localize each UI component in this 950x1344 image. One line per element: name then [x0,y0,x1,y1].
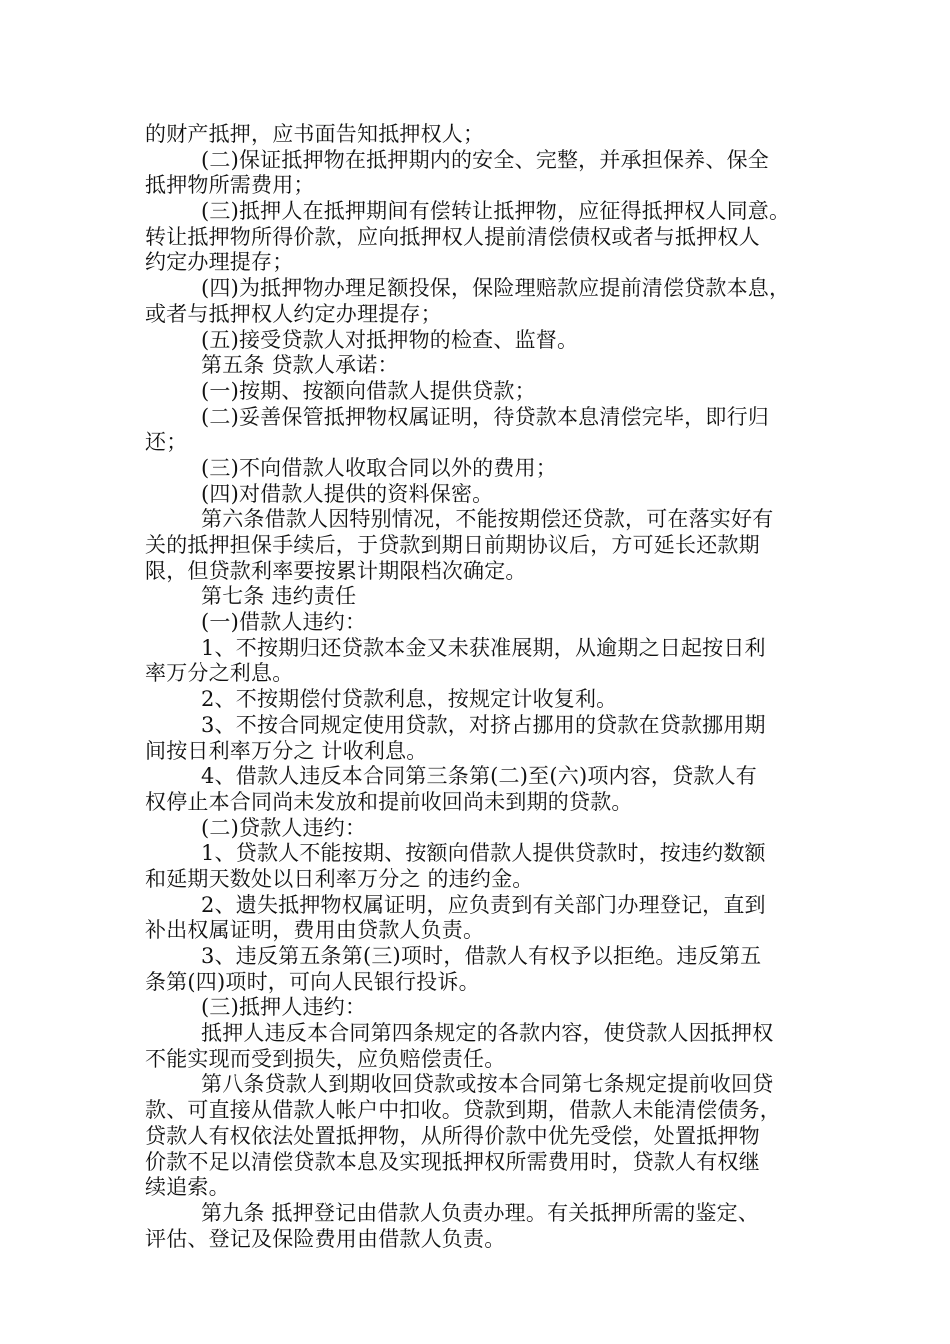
text-line: 和延期天数处以日利率万分之 的违约金。 [145,866,534,891]
text-line: 还； [145,430,188,455]
text-line: (二)保证抵押物在抵押期内的安全、完整，并承担保养、保全 [201,147,769,172]
text-line: (四)对借款人提供的资料保密。 [201,481,494,506]
text-line: 关的抵押担保手续后，于贷款到期日前期协议后，方可延长还款期 [145,533,760,557]
text-line: 第九条 抵押登记由借款人负责办理。有关抵押所需的鉴定、 [201,1200,760,1225]
text-line: 率万分之利息。 [145,661,294,686]
text-line: 1、不按期归还贷款本金又未获准展期，从逾期之日起按日利 [201,635,766,660]
text-line: 第六条借款人因特别情况，不能按期偿还贷款，可在落实好有 [201,507,774,532]
text-line: 不能实现而受到损失，应负赔偿责任。 [145,1046,506,1071]
text-line: 2、遗失抵押物权属证明，应负责到有关部门办理登记，直到 [201,892,766,917]
text-line: 第七条 违约责任 [201,584,357,609]
text-line: 续追索。 [145,1175,230,1200]
text-line: 第八条贷款人到期收回贷款或按本合同第七条规定提前收回贷 [201,1072,774,1097]
text-line: (四)为抵押物办理足额投保，保险理赔款应提前清偿贷款本息， [201,276,791,301]
text-line: (二)妥善保管抵押物权属证明，待贷款本息清偿完毕，即行归 [201,404,769,429]
text-line: (二)贷款人违约： [201,815,367,840]
text-line: 款、可直接从借款人帐户中扣收。贷款到期，借款人未能清偿债务， [145,1098,781,1123]
text-line: 3、违反第五条第(三)项时，借款人有权予以拒绝。违反第五 [201,944,762,968]
text-line: 2、不按期偿付贷款利息，按规定计收复利。 [201,687,618,712]
text-line: 抵押物所需费用； [145,173,315,198]
text-line: 补出权属证明，费用由贷款人负责。 [145,918,485,943]
text-line: 转让抵押物所得价款，应向抵押权人提前清偿债权或者与抵押权人 [145,224,760,249]
text-line: 约定办理提存； [145,250,294,275]
text-line: 或者与抵押权人约定办理提存； [145,301,442,326]
text-line: 条第(四)项时，可向人民银行投诉。 [145,969,480,994]
text-line: 贷款人有权依法处置抵押物，从所得价款中优先受偿，处置抵押物 [145,1123,760,1148]
text-line: (三)抵押人违约： [201,995,367,1020]
text-line: 第五条 贷款人承诺： [201,353,399,378]
text-line: (三)抵押人在抵押期间有偿转让抵押物，应征得抵押权人同意。 [201,199,791,224]
text-line: 抵押人违反本合同第四条规定的各款内容，使贷款人因抵押权 [201,1021,774,1046]
text-line: 间按日利率万分之 计收利息。 [145,738,428,763]
text-line: 权停止本合同尚未发放和提前收回尚未到期的贷款。 [145,789,633,814]
text-line: (五)接受贷款人对抵押物的检查、监督。 [201,327,579,352]
text-line: (一)按期、按额向借款人提供贷款； [201,378,536,403]
text-line: 评估、登记及保险费用由借款人负责。 [145,1226,506,1251]
text-line: (三)不向借款人收取合同以外的费用； [201,455,557,480]
text-line: 1、贷款人不能按期、按额向借款人提供贷款时，按违约数额 [201,841,766,866]
text-line: 3、不按合同规定使用贷款，对挤占挪用的贷款在贷款挪用期 [201,712,766,737]
text-line: (一)借款人违约： [201,610,367,635]
document-body [145,122,815,1252]
text-line: 价款不足以清偿贷款本息及实现抵押权所需费用时，贷款人有权继 [145,1149,760,1174]
text-line: 4、借款人违反本合同第三条第(二)至(六)项内容，贷款人有 [201,764,757,789]
text-line: 限，但贷款利率要按累计期限档次确定。 [145,558,527,583]
text-line: 的财产抵押，应书面告知抵押权人； [145,122,485,146]
